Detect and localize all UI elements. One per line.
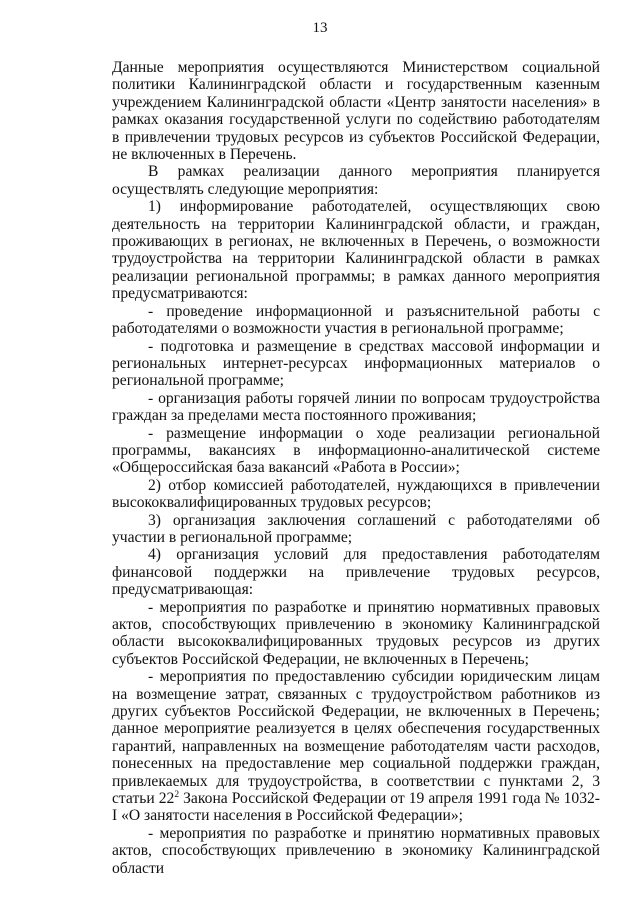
paragraph-ministry-activities: Данные мероприятия осуществляются Министерством социальной политики Калининградской области и государственным казенным учреждением Калининградской области «Центр занятости населения» в рамках оказания государственной услуги по содействию работодателям в привлечении трудовых ресурсов из субъектов Российской Федерации, не включенных в Перечень. bbox=[112, 59, 600, 164]
paragraph-planned-activities-intro: В рамках реализации данного мероприятия планируется осуществлять следующие мероприятия: bbox=[112, 163, 600, 198]
document-body bbox=[112, 59, 600, 877]
paragraph-item-1-informing: 1) информирование работодателей, осуществляющих свою деятельность на территории Калининградской области, и граждан, проживающих в регионах, не включенных в Перечень, о возможности трудоустройства на территории Калининградской области в рамках реализации региональной программы; в рамках данного мероприятия предусматриваются: bbox=[112, 198, 600, 303]
paragraph-bullet-normative-acts: - мероприятия по разработке и принятию нормативных правовых актов, способствующих привлечению в экономику Калининградской области высококвалифицированных трудовых ресурсов из других субъектов Российской Федерации, не включенных в Перечень; bbox=[112, 598, 600, 668]
paragraph-bullet-explanatory-work: - проведение информационной и разъяснительной работы с работодателями о возможности участия в региональной программе; bbox=[112, 302, 600, 338]
article-superscript: 2 bbox=[174, 790, 180, 801]
subsidy-text-part-2: Закона Российской Федерации от 19 апреля 1991 года № 1032-I «О занятости населения в Российской Федерации»; bbox=[112, 790, 600, 825]
page-number: 13 bbox=[312, 20, 328, 36]
paragraph-bullet-hotline: - организация работы горячей линии по вопросам трудоустройства граждан за пределами места постоянного проживания; bbox=[112, 389, 600, 425]
paragraph-bullet-normative-acts-continued: - мероприятия по разработке и принятию нормативных правовых актов, способствующих привлечению в экономику Калининградской области bbox=[112, 824, 600, 877]
paragraph-item-4-financial-support: 4) организация условий для предоставления работодателям финансовой поддержки на привлечение трудовых ресурсов, предусматривающая: bbox=[112, 546, 600, 599]
subsidy-text-part-1: - мероприятия по предоставлению субсидии юридическим лицам на возмещение затрат, связанных с трудоустройством работников из других субъектов Российской Федерации, не включенных в Перечень; данное мероприятие реализуется в целях обеспечения государственных гарантий, направленных на возмещение работодателям части расходов, понесенных на предоставление мер социальной поддержки граждан, привлекаемых для трудоустройства, в соответствии с пунктами 2, 3 статьи 22 bbox=[112, 668, 600, 808]
paragraph-bullet-subsidy bbox=[112, 668, 600, 825]
paragraph-bullet-media-materials: - подготовка и размещение в средствах массовой информации и региональных интернет-ресурсах информационных материалов о региональной программе; bbox=[112, 337, 600, 390]
paragraph-bullet-vacancy-info: - размещение информации о ходе реализации региональной программы, вакансиях в информационно-аналитической системе «Общероссийская база вакансий «Работа в России»; bbox=[112, 424, 600, 477]
paragraph-item-3-agreements: 3) организация заключения соглашений с работодателями об участии в региональной программе; bbox=[112, 511, 600, 546]
paragraph-item-2-selection: 2) отбор комиссией работодателей, нуждающихся в привлечении высококвалифицированных трудовых ресурсов; bbox=[112, 476, 600, 512]
